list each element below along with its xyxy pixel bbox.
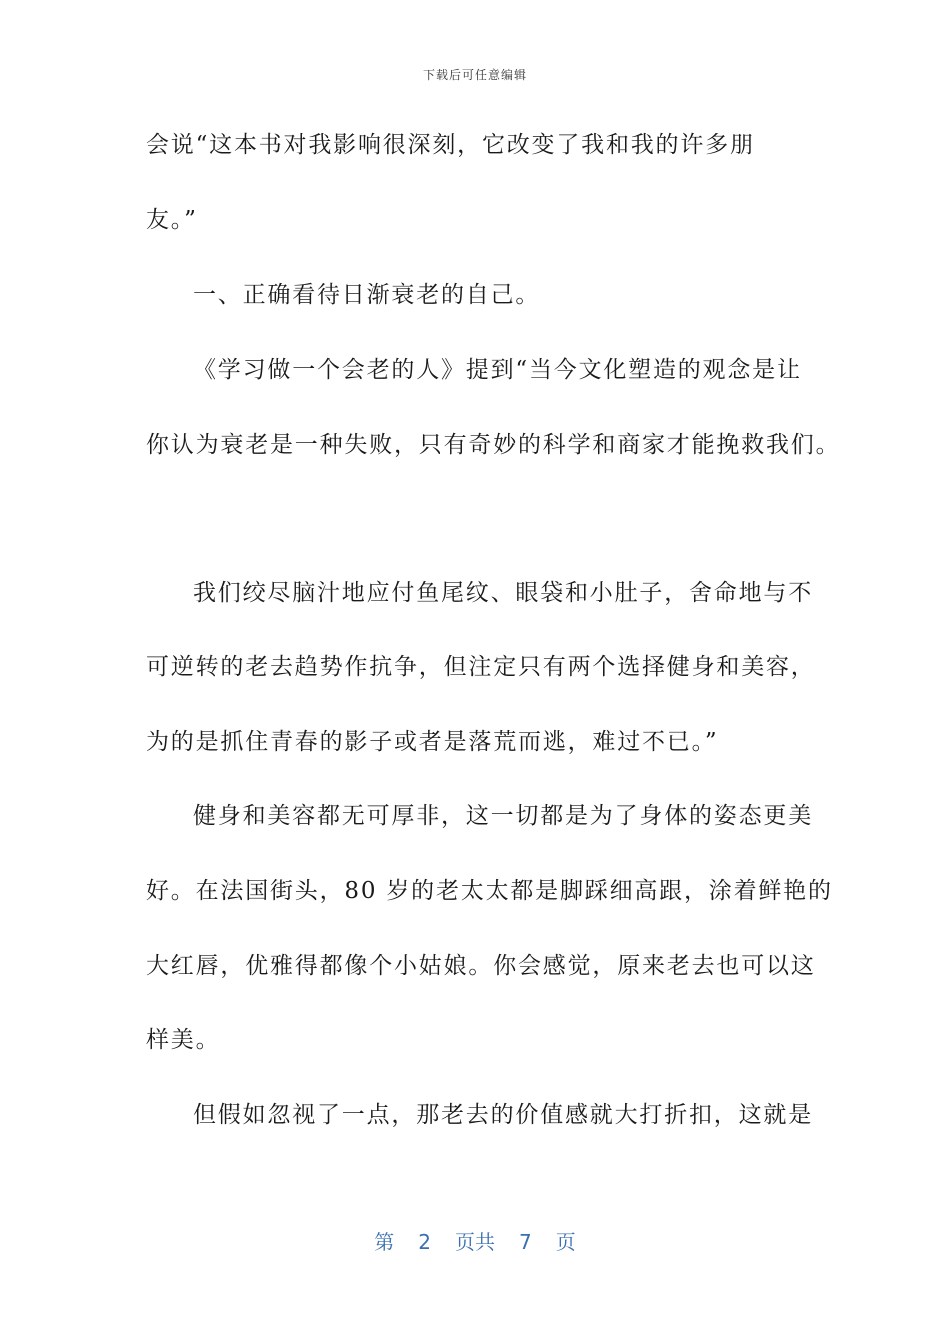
body-line: 可逆转的老去趋势作抗争，但注定只有两个选择健身和美容， — [146, 654, 816, 680]
current-page-number: 2 — [418, 1230, 431, 1254]
body-line: 我们绞尽脑汁地应付鱼尾纹、眼袋和小肚子，舍命地与不 — [193, 580, 813, 606]
footer-middle: 页共 — [455, 1230, 495, 1254]
total-page-number: 7 — [519, 1230, 532, 1254]
body-line: 健身和美容都无可厚非，这一切都是为了身体的姿态更美 — [193, 803, 813, 829]
page-header: 下载后可任意编辑 — [422, 68, 527, 82]
body-line: 但假如忽视了一点，那老去的价值感就大打折扣，这就是 — [193, 1102, 813, 1128]
body-line: 为的是抓住青春的影子或者是落荒而逃，难过不已。” — [146, 729, 719, 755]
body-line: 会说“这本书对我影响很深刻，它改变了我和我的许多朋 — [146, 132, 755, 158]
body-line: 你认为衰老是一种失败，只有奇妙的科学和商家才能挽救我们。 — [146, 432, 841, 458]
body-line: 大红唇，优雅得都像个小姑娘。你会感觉，原来老去也可以这 — [146, 953, 816, 979]
body-line: 《学习做一个会老的人》提到“当今文化塑造的观念是让 — [193, 357, 802, 383]
page-footer — [0, 1226, 950, 1255]
footer-suffix: 页 — [555, 1230, 576, 1254]
body-line: 样美。 — [146, 1027, 221, 1053]
body-line: 友。” — [146, 207, 198, 233]
body-line: 好。在法国街头，80 岁的老太太都是脚踩细高跟，涂着鲜艳的 — [146, 878, 833, 904]
footer-prefix: 第 — [374, 1230, 395, 1254]
section-heading: 一、正确看待日渐衰老的自己。 — [193, 282, 541, 308]
